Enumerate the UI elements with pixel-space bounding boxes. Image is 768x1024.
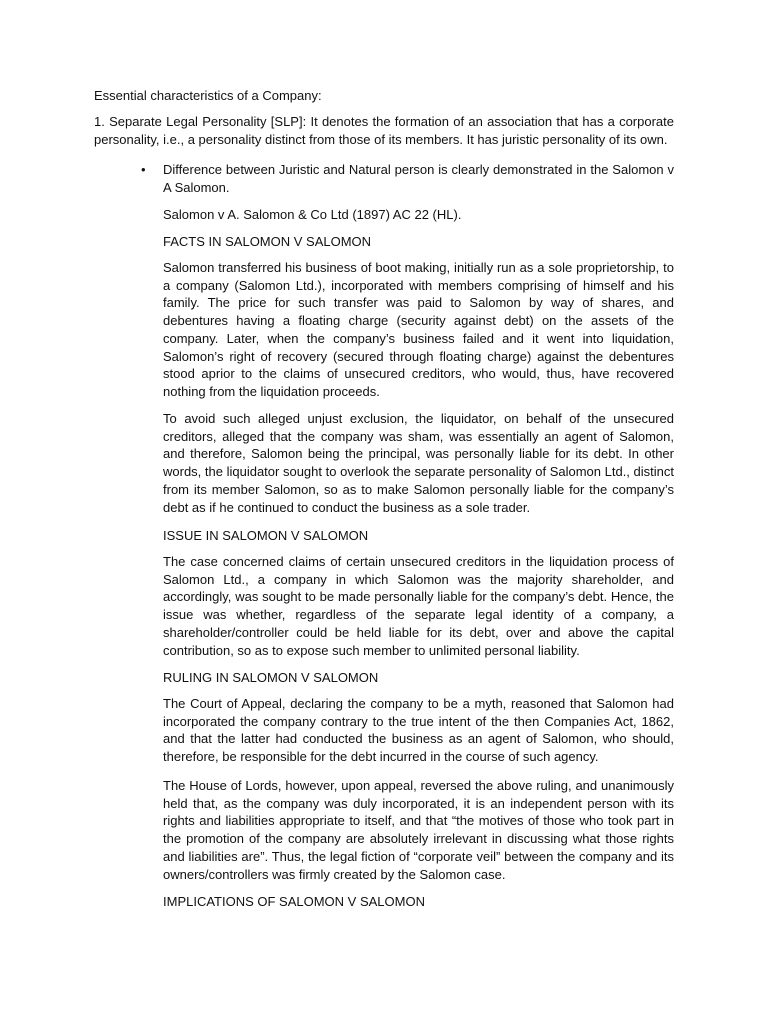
bullet-dot: •: [141, 162, 146, 177]
document-heading: Essential characteristics of a Company:: [94, 88, 322, 103]
ruling-paragraph-2: The House of Lords, however, upon appeal, reversed the above ruling, and unanimously held that, as the company was duly incorporated, it is an independent person with its rights and liabilities appropriate to itself, and that “the motives of those who took part in the promotion of the company are absolutely irrelevant in discussing what those rights and liabilities are”. Thus, the legal fiction of “corporate veil” between the company and its owners/controllers was firmly created by the Salomon case.: [163, 778, 674, 882]
issue-paragraph: The case concerned claims of certain unsecured creditors in the liquidation process of Salomon Ltd., a company in which Salomon was the majority shareholder, and accordingly, was sought to be made personally liable for the company’s debt. Hence, the issue was whether, regardless of the separate legal identity of a company, a shareholder/controller could be held liable for its debt, over and above the capital contribution, so as to expose such member to unlimited personal liability.: [163, 554, 674, 658]
bullet-text: Difference between Juristic and Natural person is clearly demonstrated in the Salomon v A Salomon.: [163, 162, 674, 195]
point-one-paragraph: 1. Separate Legal Personality [SLP]: It denotes the formation of an association that has a corporate personality, i.e., a personality distinct from those of its members. It has juristic personality of its own.: [94, 114, 674, 147]
ruling-heading: RULING IN SALOMON V SALOMON: [163, 670, 379, 685]
case-citation: Salomon v A. Salomon & Co Ltd (1897) AC 22 (HL).: [163, 207, 462, 222]
facts-paragraph-2: To avoid such alleged unjust exclusion, the liquidator, on behalf of the unsecured creditors, alleged that the company was sham, was essentially an agent of Salomon, and therefore, Salomon being the principal, was personally liable for its debt. In other words, the liquidator sought to overlook the separate personality of Salomon Ltd., distinct from its member Salomon, so as to make Salomon personally liable for the company’s debt as if he continued to conduct the business as a sole trader.: [163, 411, 674, 515]
facts-paragraph-1: Salomon transferred his business of boot making, initially run as a sole proprietorship, to a company (Salomon Ltd.), incorporated with members comprising of himself and his family. The price for such transfer was paid to Salomon by way of shares, and debentures having a floating charge (security against debt) on the assets of the company. Later, when the company’s business failed and it went into liquidation, Salomon’s right of recovery (secured through floating charge) against the debentures stood aprior to the claims of unsecured creditors, who would, thus, have recovered nothing from the liquidation proceeds.: [163, 260, 674, 399]
facts-heading: FACTS IN SALOMON V SALOMON: [163, 234, 372, 249]
ruling-paragraph-1: The Court of Appeal, declaring the company to be a myth, reasoned that Salomon had incorporated the company contrary to the true intent of the then Companies Act, 1862, and that the latter had conducted the business as an agent of Salomon, who should, therefore, be responsible for the debt incurred in the course of such agency.: [163, 696, 674, 765]
implications-heading: IMPLICATIONS OF SALOMON V SALOMON: [163, 894, 425, 909]
issue-heading: ISSUE IN SALOMON V SALOMON: [163, 528, 369, 543]
